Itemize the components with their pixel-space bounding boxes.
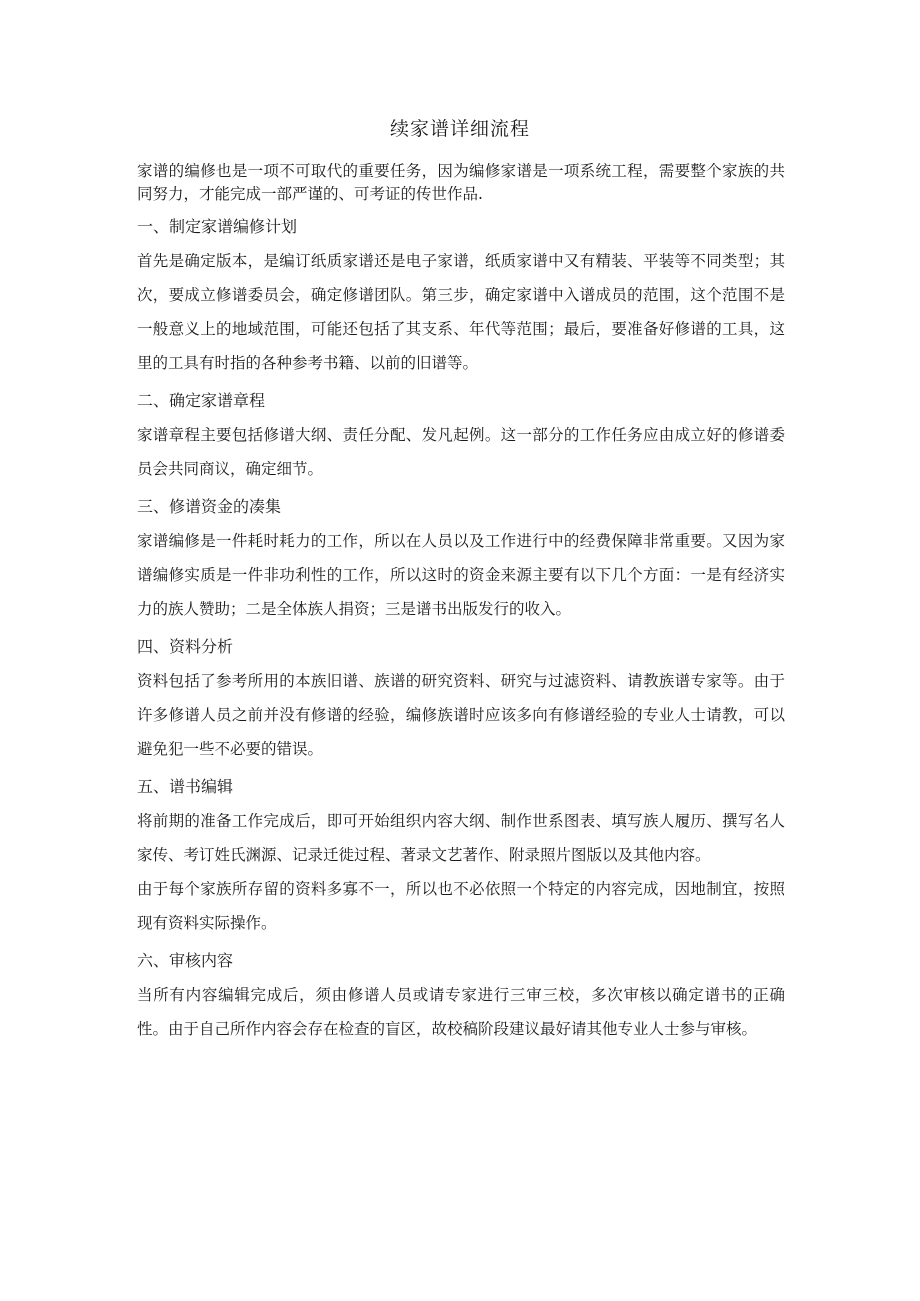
page-title: 续家谱详细流程 xyxy=(389,118,530,140)
section-heading: 六、审核内容 xyxy=(137,951,234,970)
section-heading: 五、谱书编辑 xyxy=(137,777,234,796)
section-heading: 一、制定家谱编修计划 xyxy=(137,217,298,236)
section-heading: 二、确定家谱章程 xyxy=(137,391,266,410)
section-funding xyxy=(137,490,785,626)
section-heading: 三、修谱资金的凑集 xyxy=(137,497,282,516)
document-body xyxy=(137,160,785,1046)
section-review xyxy=(137,944,785,1046)
section-paragraph: 将前期的准备工作完成后，即可开始组织内容大纲、制作世系图表、填写族人履历、撰写名人家传、考订姓氏渊源、记录迁徙过程、著录文艺著作、附录照片图版以及其他内容。 xyxy=(137,812,785,864)
section-materials xyxy=(137,630,785,766)
section-paragraph: 家谱章程主要包括修谱大纲、责任分配、发凡起例。这一部分的工作任务应由成立好的修谱委员会共同商议，确定细节。 xyxy=(137,426,785,478)
section-editing xyxy=(137,770,785,940)
section-paragraph: 资料包括了参考所用的本族旧谱、族谱的研究资料、研究与过滤资料、请教族谱专家等。由于许多修谱人员之前并没有修谱的经验，编修族谱时应该多向有修谱经验的专业人士请教，可以避免犯一些不必要的错误。 xyxy=(137,672,785,758)
section-paragraph: 家谱编修是一件耗时耗力的工作，所以在人员以及工作进行中的经费保障非常重要。又因为家谱编修实质是一件非功利性的工作，所以这时的资金来源主要有以下几个方面：一是有经济实力的族人赞助；二是全体族人捐资；三是谱书出版发行的收入。 xyxy=(137,532,785,618)
section-charter xyxy=(137,384,785,486)
section-heading: 四、资料分析 xyxy=(137,637,234,656)
section-paragraph: 由于每个家族所存留的资料多寡不一，所以也不必依照一个特定的内容完成，因地制宜，按照现有资料实际操作。 xyxy=(137,880,785,932)
section-paragraph: 首先是确定版本，是编订纸质家谱还是电子家谱，纸质家谱中又有精装、平装等不同类型；其次，要成立修谱委员会，确定修谱团队。第三步，确定家谱中入谱成员的范围，这个范围不是一般意义上的地域范围，可能还包括了其支系、年代等范围；最后，要准备好修谱的工具，这里的工具有时指的各种参考书籍、以前的旧谱等。 xyxy=(137,252,785,372)
section-plan xyxy=(137,210,785,380)
section-paragraph: 当所有内容编辑完成后，须由修谱人员或请专家进行三审三校，多次审核以确定谱书的正确性。由于自己所作内容会存在检查的盲区，故校稿阶段建议最好请其他专业人士参与审核。 xyxy=(137,986,785,1038)
intro-paragraph: 家谱的编修也是一项不可取代的重要任务，因为编修家谱是一项系统工程，需要整个家族的共同努力，才能完成一部严谨的、可考证的传世作品. xyxy=(137,162,785,203)
